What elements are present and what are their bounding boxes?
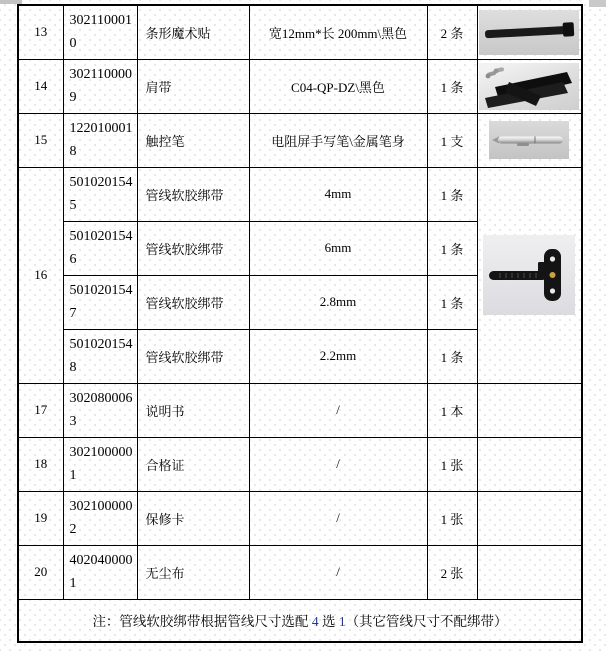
qty-cell: 1 条 <box>427 167 477 221</box>
spec-cell: 电阻屏手写笔\金属笔身 <box>249 113 427 167</box>
stylus-pen-photo <box>489 121 569 159</box>
spec-cell: / <box>249 383 427 437</box>
table-row <box>18 491 582 545</box>
spec-cell: 4mm <box>249 167 427 221</box>
qty-cell: 2 张 <box>427 545 477 599</box>
part-number-cell: 5010201545 <box>63 167 137 221</box>
qty-cell: 1 条 <box>427 59 477 113</box>
parts-list-table <box>17 4 583 643</box>
image-cell <box>477 383 582 437</box>
cable-tie-photo <box>483 235 575 315</box>
part-number-cell: 3021000002 <box>63 491 137 545</box>
item-name-cell: 触控笔 <box>137 113 249 167</box>
item-name-cell: 保修卡 <box>137 491 249 545</box>
row-no-cell: 20 <box>18 545 63 599</box>
part-number-cell: 5010201546 <box>63 221 137 275</box>
note-text-suffix: （其它管线尺寸不配绑带） <box>345 614 508 630</box>
qty-cell: 1 张 <box>427 491 477 545</box>
shoulder-strap-icon <box>479 63 579 110</box>
part-number-cell: 4020400001 <box>63 545 137 599</box>
row-no-cell: 16 <box>18 167 63 383</box>
image-cell <box>477 113 582 167</box>
cable-tie-icon <box>483 235 575 315</box>
qty-cell: 1 条 <box>427 221 477 275</box>
table-row <box>18 545 582 599</box>
note-text-prefix: 注：管线软胶绑带根据管线尺寸选配 <box>92 614 312 630</box>
image-cell <box>477 545 582 599</box>
spec-cell: 宽12mm*长 200mm\黑色 <box>249 5 427 59</box>
part-number-cell: 3021000001 <box>63 437 137 491</box>
table-row <box>18 5 582 59</box>
item-name-cell: 管线软胶绑带 <box>137 275 249 329</box>
qty-cell: 1 张 <box>427 437 477 491</box>
table-row <box>18 437 582 491</box>
item-name-cell: 管线软胶绑带 <box>137 329 249 383</box>
scrollbar-fragment-top-right <box>589 0 606 7</box>
qty-cell: 1 本 <box>427 383 477 437</box>
spec-cell: 2.8mm <box>249 275 427 329</box>
image-cell <box>477 5 582 59</box>
qty-cell: 2 条 <box>427 5 477 59</box>
part-number-cell: 3020800063 <box>63 383 137 437</box>
qty-cell: 1 条 <box>427 275 477 329</box>
image-cell <box>477 437 582 491</box>
row-no-cell: 17 <box>18 383 63 437</box>
shoulder-strap-photo <box>479 63 579 110</box>
row-no-cell: 19 <box>18 491 63 545</box>
note-number: 4 <box>311 614 319 630</box>
image-cell <box>477 59 582 113</box>
row-no-cell: 14 <box>18 59 63 113</box>
part-number-cell: 5010201547 <box>63 275 137 329</box>
velcro-strap-icon <box>479 10 579 55</box>
note-number: 1 <box>338 614 346 630</box>
note-cell <box>18 599 582 642</box>
note-row <box>18 599 582 642</box>
note-text-mid: 选 <box>318 614 339 630</box>
qty-cell: 1 条 <box>427 329 477 383</box>
table-row <box>18 113 582 167</box>
item-name-cell: 条形魔术贴 <box>137 5 249 59</box>
table-row <box>18 59 582 113</box>
part-number-cell: 3021100010 <box>63 5 137 59</box>
row-no-cell: 18 <box>18 437 63 491</box>
stylus-pen-icon <box>489 121 569 159</box>
spec-cell: / <box>249 545 427 599</box>
item-name-cell: 合格证 <box>137 437 249 491</box>
image-cell <box>477 167 582 383</box>
item-name-cell: 说明书 <box>137 383 249 437</box>
row-no-cell: 15 <box>18 113 63 167</box>
spec-cell: 2.2mm <box>249 329 427 383</box>
image-cell <box>477 491 582 545</box>
item-name-cell: 管线软胶绑带 <box>137 167 249 221</box>
row-no-cell: 13 <box>18 5 63 59</box>
part-number-cell: 3021100009 <box>63 59 137 113</box>
item-name-cell: 肩带 <box>137 59 249 113</box>
part-number-cell: 5010201548 <box>63 329 137 383</box>
spec-cell: 6mm <box>249 221 427 275</box>
spec-cell: / <box>249 491 427 545</box>
qty-cell: 1 支 <box>427 113 477 167</box>
spec-cell: / <box>249 437 427 491</box>
item-name-cell: 管线软胶绑带 <box>137 221 249 275</box>
velcro-strap-photo <box>479 10 579 55</box>
item-name-cell: 无尘布 <box>137 545 249 599</box>
table-row <box>18 167 582 221</box>
part-number-cell: 1220100018 <box>63 113 137 167</box>
table-row <box>18 383 582 437</box>
spec-cell: C04-QP-DZ\黑色 <box>249 59 427 113</box>
